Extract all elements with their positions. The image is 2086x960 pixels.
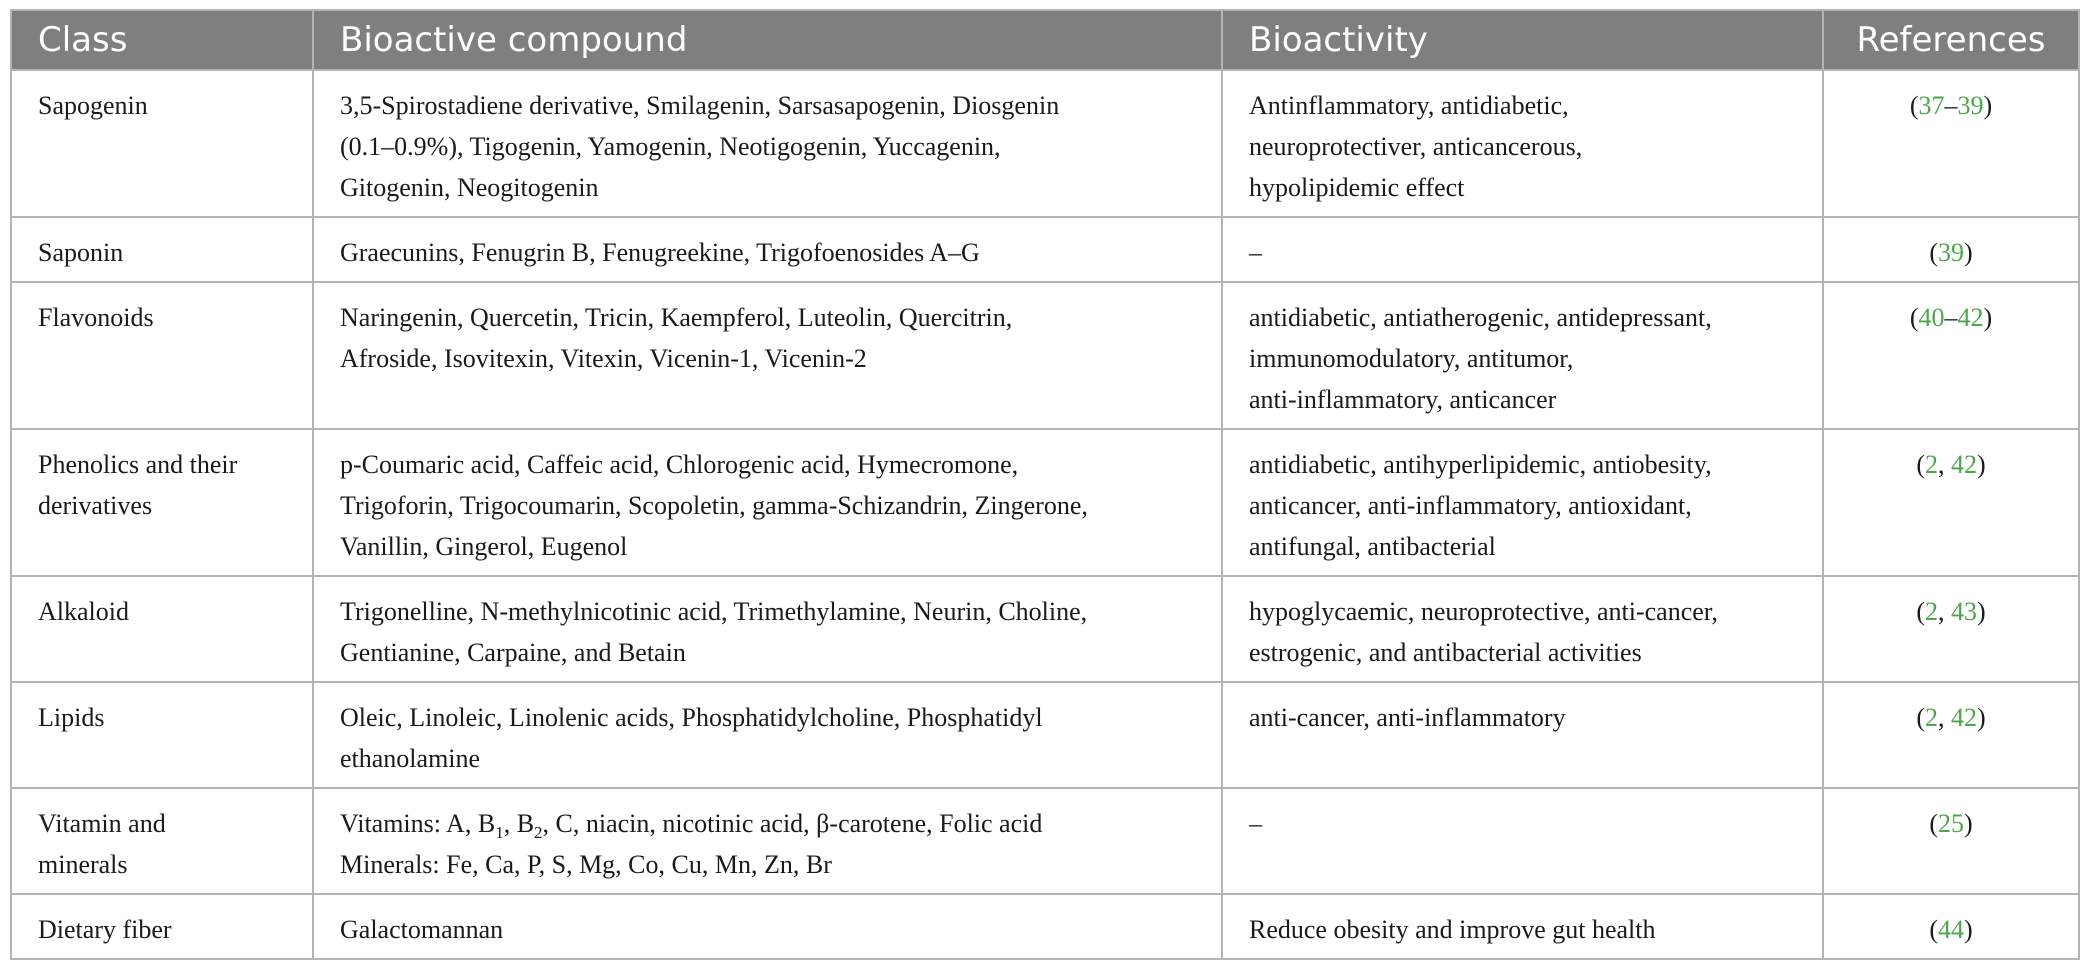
cell-line: Galactomannan (340, 915, 504, 944)
reference-link[interactable]: 42 (1957, 303, 1984, 332)
ref-close-paren: ) (1983, 303, 1993, 332)
cell-line: Graecunins, Fenugrin B, Fenugreekine, Trigofoenosides A–G (340, 238, 980, 267)
table-row (11, 217, 2079, 282)
cell-line: estrogenic, and antibacterial activities (1249, 638, 1642, 667)
compound-cell (313, 217, 1222, 282)
table-row (11, 282, 2079, 429)
references-cell (1823, 788, 2079, 894)
cell-line: p-Coumaric acid, Caffeic acid, Chlorogenic acid, Hymecromone, (340, 450, 1019, 479)
cell-line: 3,5-Spirostadiene derivative, Smilagenin, Sarsasapogenin, Diosgenin (340, 91, 1060, 120)
class-cell (11, 217, 313, 282)
references-cell (1823, 70, 2079, 217)
ref-close-paren: ) (1977, 450, 1986, 479)
cell-line: Gentianine, Carpaine, and Betain (340, 638, 686, 667)
reference-link[interactable]: 2 (1925, 703, 1938, 732)
reference-link[interactable]: 39 (1957, 91, 1984, 120)
ref-open-paren: ( (1929, 915, 1938, 944)
ref-open-paren: ( (1916, 703, 1925, 732)
cell-line: Trigonelline, N-methylnicotinic acid, Trimethylamine, Neurin, Choline, (340, 597, 1088, 626)
cell-line: Antinflammatory, antidiabetic, (1249, 91, 1569, 120)
compound-cell (313, 70, 1222, 217)
ref-close-paren: ) (1977, 703, 1986, 732)
reference-link[interactable]: 25 (1938, 809, 1964, 838)
table-row (11, 894, 2079, 959)
references-cell (1823, 576, 2079, 682)
cell-line: immunomodulatory, antitumor, (1249, 344, 1574, 373)
cell-line: derivatives (38, 491, 153, 520)
compound-cell (313, 788, 1222, 894)
subscript: 1 (495, 823, 504, 843)
references-cell (1823, 682, 2079, 788)
class-cell (11, 282, 313, 429)
vitamins-suffix: , C, niacin, nicotinic acid, β-carotene, Folic acid (542, 809, 1043, 838)
cell-line: Saponin (38, 238, 124, 267)
ref-separator: – (1944, 303, 1958, 332)
cell-line: ethanolamine (340, 744, 481, 773)
header-row (11, 10, 2079, 70)
cell-line: anti-cancer, anti-inflammatory (1249, 703, 1566, 732)
compound-cell (313, 282, 1222, 429)
compound-cell (313, 894, 1222, 959)
cell-line: Alkaloid (38, 597, 129, 626)
header-bioactivity: Bioactivity (1222, 10, 1823, 70)
ref-open-paren: ( (1929, 238, 1938, 267)
header-compound: Bioactive compound (313, 10, 1222, 70)
ref-separator: , (1938, 597, 1951, 626)
table-row (11, 429, 2079, 576)
ref-close-paren: ) (1977, 597, 1986, 626)
reference-link[interactable]: 2 (1925, 450, 1938, 479)
class-cell (11, 576, 313, 682)
ref-close-paren: ) (1964, 809, 1973, 838)
class-cell (11, 429, 313, 576)
cell-line: Minerals: Fe, Ca, P, S, Mg, Co, Cu, Mn, Zn, Br (340, 850, 832, 879)
table-row (11, 576, 2079, 682)
class-cell (11, 70, 313, 217)
references-cell (1823, 282, 2079, 429)
cell-line: Naringenin, Quercetin, Tricin, Kaempferol, Luteolin, Quercitrin, (340, 303, 1013, 332)
compound-cell (313, 429, 1222, 576)
cell-line: Vitamin and (38, 809, 166, 838)
ref-open-paren: ( (1909, 91, 1919, 120)
class-cell (11, 894, 313, 959)
cell-line: minerals (38, 850, 128, 879)
reference-link[interactable]: 37 (1918, 91, 1945, 120)
ref-close-paren: ) (1964, 915, 1973, 944)
reference-link[interactable]: 42 (1951, 450, 1977, 479)
cell-line: Lipids (38, 703, 105, 732)
bioactivity-cell (1222, 217, 1823, 282)
table-row (11, 682, 2079, 788)
vitamins-line (340, 803, 1195, 844)
references-cell (1823, 894, 2079, 959)
cell-line: Reduce obesity and improve gut health (1249, 915, 1656, 944)
references-cell (1823, 429, 2079, 576)
cell-line: hypolipidemic effect (1249, 173, 1465, 202)
cell-line: neuroprotectiver, anticancerous, (1249, 132, 1583, 161)
reference-link[interactable]: 43 (1951, 597, 1977, 626)
table-container (10, 9, 2078, 960)
table-row (11, 788, 2079, 894)
cell-line: (0.1–0.9%), Tigogenin, Yamogenin, Neotigogenin, Yuccagenin, (340, 132, 1001, 161)
cell-line: Sapogenin (38, 91, 148, 120)
bioactivity-cell (1222, 682, 1823, 788)
cell-line: anticancer, anti-inflammatory, antioxidant, (1249, 491, 1692, 520)
bioactivity-cell (1222, 788, 1823, 894)
ref-separator: , (1938, 450, 1951, 479)
cell-line: Phenolics and their (38, 450, 238, 479)
cell-line: Vanillin, Gingerol, Eugenol (340, 532, 628, 561)
cell-line: antidiabetic, antihyperlipidemic, antiobesity, (1249, 450, 1712, 479)
cell-line: hypoglycaemic, neuroprotective, anti-cancer, (1249, 597, 1718, 626)
cell-line: Afroside, Isovitexin, Vitexin, Vicenin-1, Vicenin-2 (340, 344, 867, 373)
ref-close-paren: ) (1983, 91, 1993, 120)
cell-line: Gitogenin, Neogitogenin (340, 173, 599, 202)
class-cell (11, 682, 313, 788)
reference-link[interactable]: 40 (1918, 303, 1945, 332)
ref-separator: – (1944, 91, 1958, 120)
cell-line: Oleic, Linoleic, Linolenic acids, Phosphatidylcholine, Phosphatidyl (340, 703, 1043, 732)
bioactivity-cell (1222, 70, 1823, 217)
cell-line: Dietary fiber (38, 915, 172, 944)
class-cell (11, 788, 313, 894)
bioactivity-cell (1222, 576, 1823, 682)
compound-cell (313, 576, 1222, 682)
subscript: 2 (534, 823, 543, 843)
vitamins-prefix: Vitamins: A, B (340, 809, 496, 838)
reference-link[interactable]: 44 (1938, 915, 1964, 944)
ref-open-paren: ( (1916, 597, 1925, 626)
cell-line: antidiabetic, antiatherogenic, antidepressant, (1249, 303, 1712, 332)
compound-cell (313, 682, 1222, 788)
ref-open-paren: ( (1916, 450, 1925, 479)
cell-line: – (1249, 238, 1262, 267)
ref-separator: , (1938, 703, 1951, 732)
reference-link[interactable]: 2 (1925, 597, 1938, 626)
header-references: References (1823, 10, 2079, 70)
reference-link[interactable]: 42 (1951, 703, 1977, 732)
cell-line: – (1249, 809, 1262, 838)
ref-close-paren: ) (1964, 238, 1973, 267)
bioactive-compounds-table (10, 9, 2080, 960)
bioactivity-cell (1222, 429, 1823, 576)
header-class: Class (11, 10, 313, 70)
cell-line: Trigoforin, Trigocoumarin, Scopoletin, gamma-Schizandrin, Zingerone, (340, 491, 1088, 520)
table-row (11, 70, 2079, 217)
ref-open-paren: ( (1909, 303, 1919, 332)
bioactivity-cell (1222, 282, 1823, 429)
cell-line: antifungal, antibacterial (1249, 532, 1496, 561)
ref-open-paren: ( (1929, 809, 1938, 838)
references-cell (1823, 217, 2079, 282)
reference-link[interactable]: 39 (1938, 238, 1964, 267)
vitamins-mid: , B (503, 809, 535, 838)
cell-line: anti-inflammatory, anticancer (1249, 385, 1557, 414)
cell-line: Flavonoids (38, 303, 154, 332)
bioactivity-cell (1222, 894, 1823, 959)
